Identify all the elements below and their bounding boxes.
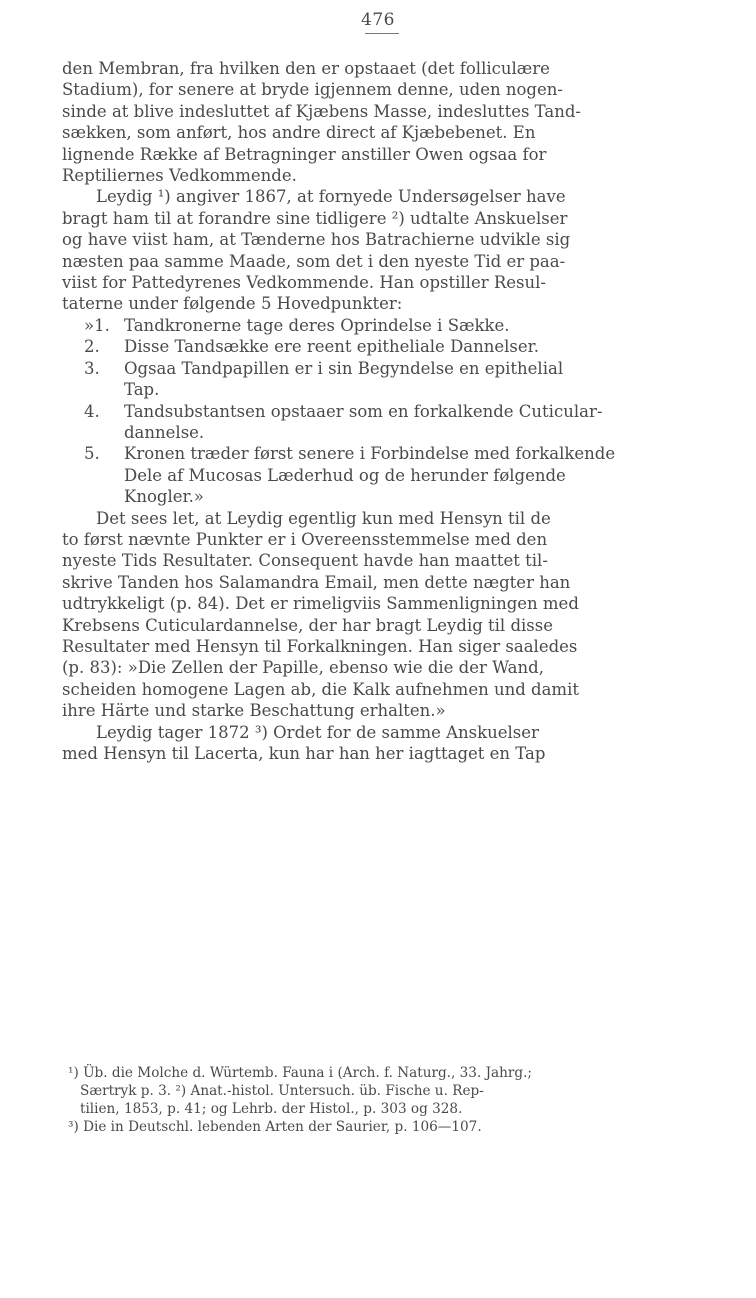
text-line: viist for Pattedyrenes Vedkommende. Han opstiller Resul- <box>62 273 546 293</box>
footnote-line: ¹) Üb. die Molche d. Würtemb. Fauna i (Arch. f. Naturg., 33. Jahrg.; <box>68 1065 532 1081</box>
paragraph-3-cont <box>62 529 722 722</box>
text-line: Krebsens Cuticulardannelse, der har bragt Leydig til disse <box>62 615 553 635</box>
text-line: sinde at blive indesluttet af Kjæbens Masse, indesluttes Tand- <box>62 101 582 121</box>
paragraph-2-cont <box>62 208 722 315</box>
body-text <box>62 58 722 764</box>
footnote-line: Særtryk p. 3. ²) Anat.-histol. Untersuch. üb. Fische u. Rep- <box>80 1083 484 1099</box>
list-item <box>84 358 722 379</box>
list-text: Tandkronerne tage deres Oprindelse i Sække. <box>124 315 510 335</box>
text-line: Det sees let, at Leydig egentlig kun med Hensyn til de <box>96 508 551 528</box>
list-item <box>84 336 722 357</box>
text-line: med Hensyn til Lacerta, kun har han her iagttaget en Tap <box>62 744 546 763</box>
list-text-cont: Knogler.» <box>124 487 204 507</box>
list-text: Tandsubstantsen opstaaer som en forkalkende Cuticular- <box>124 401 603 421</box>
text-line: bragt ham til at forandre sine tidligere ²) udtalte Anskuelser <box>62 208 568 228</box>
list-text-cont: dannelse. <box>124 422 205 442</box>
list-number: 2. <box>84 337 100 357</box>
paragraph-4 <box>62 722 722 743</box>
paragraph-3 <box>62 508 722 529</box>
text-line: Resultater med Hensyn til Forkalkningen. Han siger saaledes <box>62 636 578 656</box>
paragraph-2 <box>62 186 722 207</box>
footnote-line: ³) Die in Deutschl. lebenden Arten der Saurier, p. 106—107. <box>68 1119 482 1135</box>
list-text-cont: Dele af Mucosas Læderhud og de herunder følgende <box>124 465 566 485</box>
list-item <box>84 315 722 336</box>
list-item <box>84 443 722 464</box>
text-line: sækken, som anført, hos andre direct af Kjæbebenet. En <box>62 123 536 143</box>
footnotes <box>68 1064 720 1136</box>
text-line: nyeste Tids Resultater. Consequent havde han maattet til- <box>62 551 548 571</box>
text-line: næsten paa samme Maade, som det i den nyeste Tid er paa- <box>62 251 566 271</box>
text-line: Leydig ¹) angiver 1867, at fornyede Undersøgelser have <box>96 187 566 207</box>
list-number: 3. <box>84 358 100 378</box>
page-number-underline <box>365 33 399 34</box>
list-number: »1. <box>84 315 110 335</box>
text-line: Stadium), for senere at bryde igjennem denne, uden nogen- <box>62 80 563 100</box>
text-line: taterne under følgende 5 Hovedpunkter: <box>62 294 403 314</box>
list-text: Kronen træder først senere i Forbindelse med forkalkende <box>124 444 616 464</box>
list-item <box>84 401 722 422</box>
list-number: 5. <box>84 444 100 464</box>
paragraph-4-cont <box>62 743 722 764</box>
text-line: (p. 83): »Die Zellen der Papille, ebenso wie die der Wand, <box>62 658 544 678</box>
text-line: og have viist ham, at Tænderne hos Batrachierne udvikle sig <box>62 230 571 250</box>
list-text-cont: Tap. <box>124 380 160 400</box>
text-line: den Membran, fra hvilken den er opstaaet (det folliculære <box>62 59 550 78</box>
page-number: 476 <box>361 10 395 30</box>
list-text: Disse Tandsække ere reent epitheliale Dannelser. <box>124 337 539 357</box>
text-line: scheiden homogene Lagen ab, die Kalk aufnehmen und damit <box>62 679 579 699</box>
text-line: lignende Række af Betragninger anstiller Owen ogsaa for <box>62 144 547 164</box>
numbered-list <box>62 315 722 508</box>
text-line: Reptiliernes Vedkommende. <box>62 166 297 186</box>
list-text: Ogsaa Tandpapillen er i sin Begyndelse en epithelial <box>124 358 564 378</box>
text-line: Leydig tager 1872 ³) Ordet for de samme Anskuelser <box>96 722 539 742</box>
footnote-line: tilien, 1853, p. 41; og Lehrb. der Histol., p. 303 og 328. <box>80 1101 463 1117</box>
text-line: skrive Tanden hos Salamandra Email, men dette nægter han <box>62 572 571 592</box>
paragraph-1 <box>62 58 722 186</box>
text-line: ihre Härte und starke Beschattung erhalten.» <box>62 701 446 721</box>
text-line: udtrykkeligt (p. 84). Det er rimeligviis Sammenligningen med <box>62 594 579 614</box>
text-line: to først nævnte Punkter er i Overeensstemmelse med den <box>62 529 548 549</box>
list-number: 4. <box>84 401 100 421</box>
